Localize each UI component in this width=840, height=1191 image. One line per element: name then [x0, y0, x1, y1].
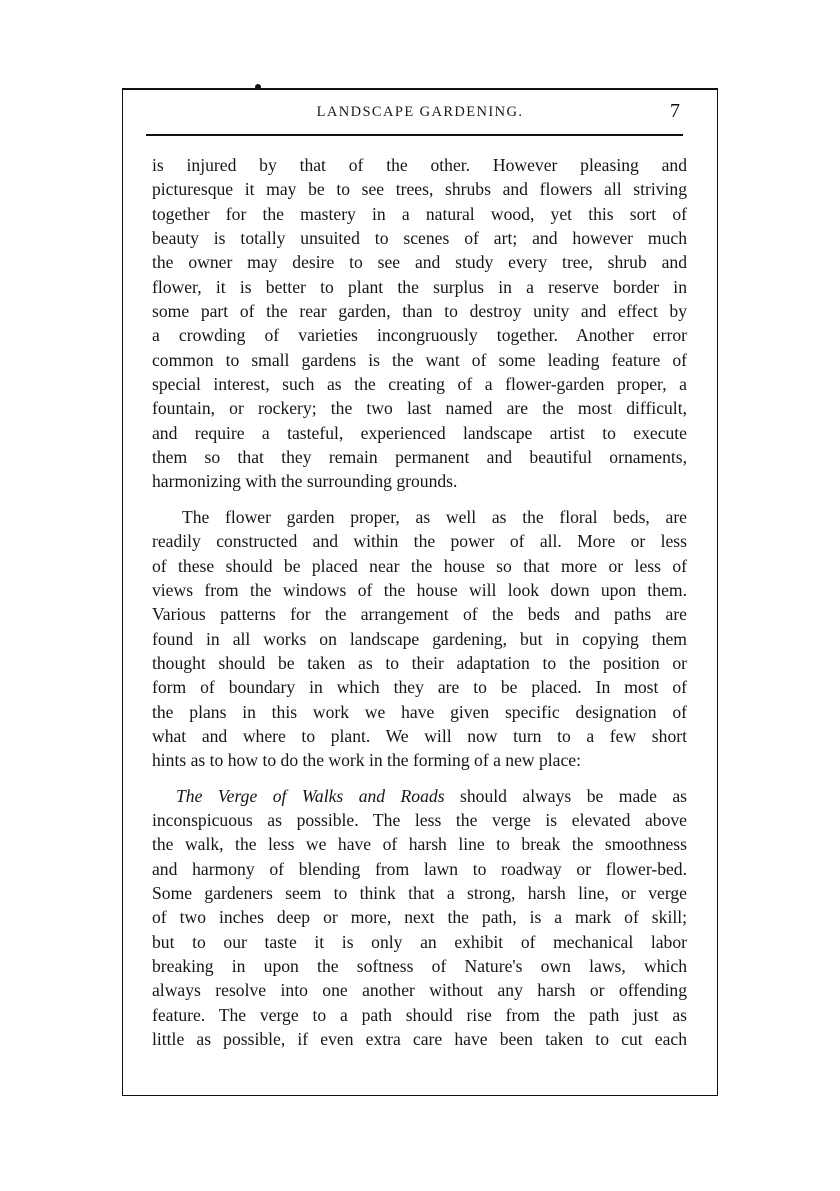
text-line: the walk, the less we have of harsh line to break the smoothness: [152, 834, 687, 855]
text-line: thought should be taken as to their adaptation to the position or: [152, 652, 687, 673]
text-line: The flower garden proper, as well as the floral beds, are: [182, 506, 687, 527]
border-mark: [255, 84, 261, 90]
text-line: and require a tasteful, experienced landscape artist to execute: [152, 422, 687, 443]
text-line: special interest, such as the creating of a flower-garden proper, a: [152, 374, 687, 395]
text-line: beauty is totally unsuited to scenes of art; and however much: [152, 228, 687, 249]
running-title: LANDSCAPE GARDENING.: [316, 104, 524, 120]
text-line: [152, 784, 687, 808]
text-line: them so that they remain permanent and beautiful ornaments,: [152, 447, 687, 468]
page-header: [146, 100, 694, 130]
text-line: of these should be placed near the house so that more or less of: [152, 555, 687, 576]
paragraph-2: [152, 505, 687, 773]
text-line: of two inches deep or more, next the path, is a mark of skill;: [152, 907, 687, 928]
text-line: is injured by that of the other. However pleasing and: [152, 155, 687, 175]
text-line: together for the mastery in a natural wood, yet this sort of: [152, 203, 687, 224]
text-line: a crowding of varieties incongruously together. Another error: [152, 325, 687, 346]
text-line: inconspicuous as possible. The less the verge is elevated above: [152, 809, 687, 830]
text-line: the plans in this work we have given specific designation of: [152, 701, 687, 722]
text-line: fountain, or rockery; the two last named are the most difficult,: [152, 398, 687, 419]
text-line: harmonizing with the surrounding grounds.: [152, 471, 458, 492]
text-line: hints as to how to do the work in the forming of a new place:: [152, 750, 582, 771]
paragraph-3: [152, 784, 687, 1052]
text-line: feature. The verge to a path should rise from the path just as: [152, 1004, 687, 1025]
text-line: common to small gardens is the want of some leading feature of: [152, 349, 687, 370]
paragraph-1: [152, 153, 687, 494]
text-line: little as possible, if even extra care have been taken to cut each: [152, 1029, 687, 1050]
text-line: picturesque it may be to see trees, shrubs and flowers all striving: [152, 179, 687, 200]
text-line: always resolve into one another without any harsh or offending: [152, 980, 687, 1001]
text-line: Various patterns for the arrangement of the beds and paths are: [152, 604, 687, 625]
text-line: views from the windows of the house will look down upon them.: [152, 579, 687, 600]
text-line: some part of the rear garden, than to destroy unity and effect by: [152, 301, 687, 322]
text-line: found in all works on landscape gardening, but in copying them: [152, 628, 687, 649]
italic-heading: The Verge of Walks and Roads: [176, 785, 445, 806]
header-rule: [146, 134, 683, 136]
text-line: form of boundary in which they are to be placed. In most of: [152, 677, 687, 698]
text-line: but to our taste it is only an exhibit of mechanical labor: [152, 931, 687, 952]
text-line: Some gardeners seem to think that a strong, harsh line, or verge: [152, 882, 687, 903]
body-text: [152, 153, 687, 1051]
text-line: flower, it is better to plant the surplus in a reserve border in: [152, 276, 687, 297]
first-line-rest: should always be made as: [444, 785, 687, 806]
text-line: breaking in upon the softness of Nature's own laws, which: [152, 956, 687, 976]
text-line: readily constructed and within the power of all. More or less: [152, 531, 687, 552]
text-line: what and where to plant. We will now turn to a few short: [152, 725, 687, 746]
page-number: 7: [670, 100, 680, 122]
text-line: the owner may desire to see and study every tree, shrub and: [152, 252, 687, 273]
text-line: and harmony of blending from lawn to roadway or flower-bed.: [152, 858, 687, 879]
